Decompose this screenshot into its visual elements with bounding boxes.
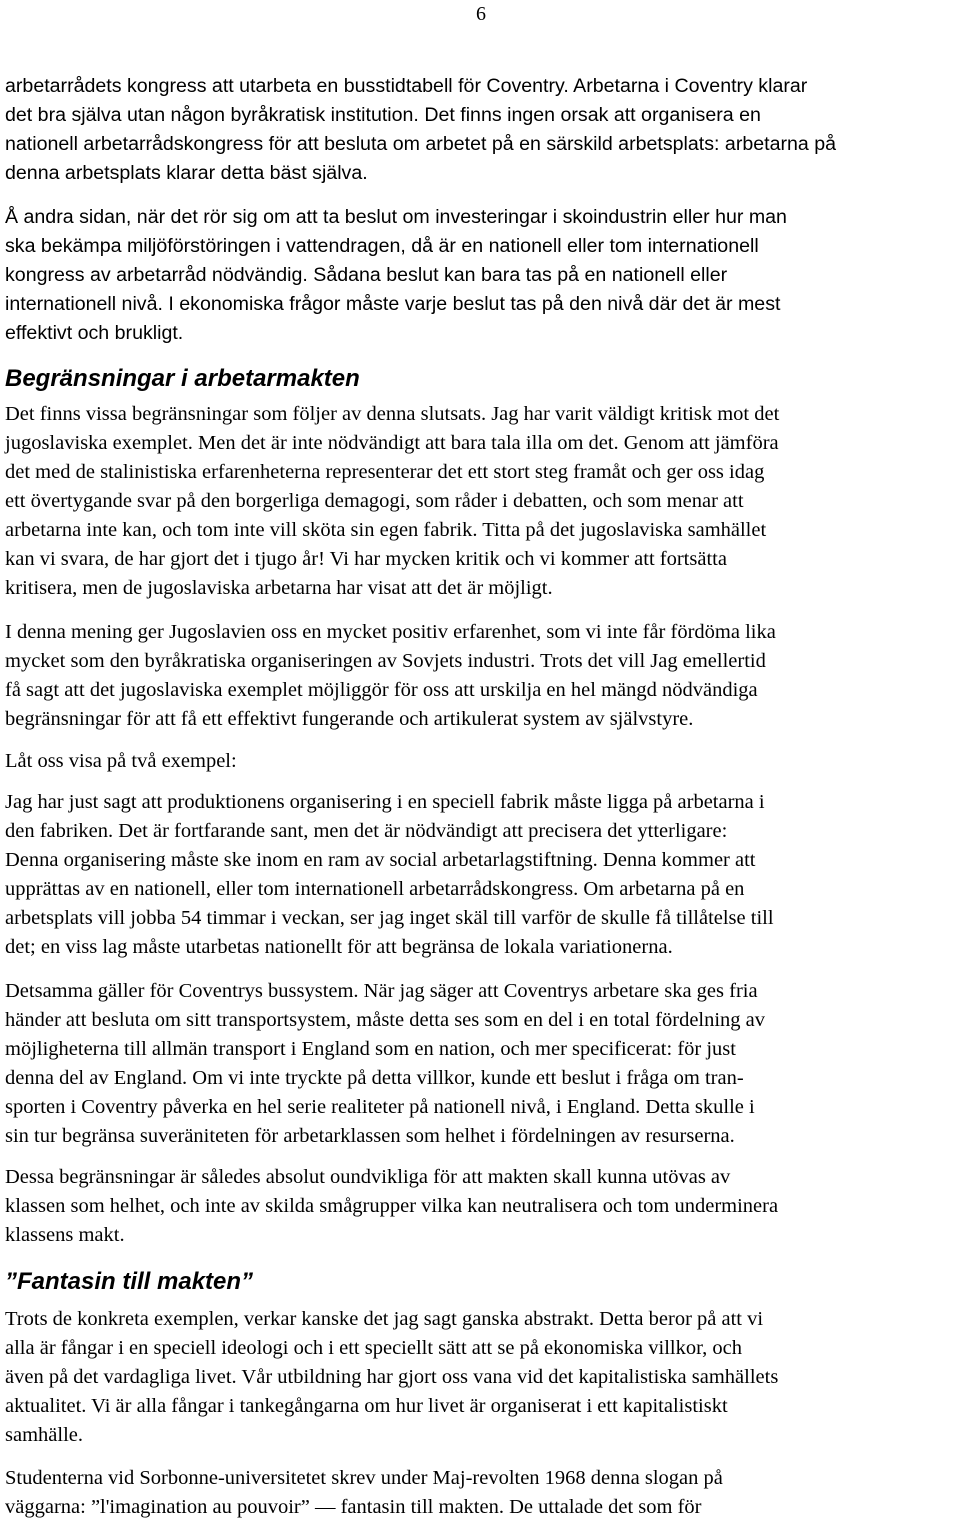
paragraph-yugoslav-example: Det finns vissa begränsningar som följer av denna slutsats. Jag har varit väldigt kritisk mot det jugoslaviska exemplet. Men det är inte nödvändigt att bara tala illa om det. Genom att jämföra det med de stalinistiska erfarenheterna representerar det ett stort steg framåt och ger oss idag ett övertygande svar på den borgerliga demagogi, som råder i debatten, och som menar att arbetarna inte kan, och tom inte vill sköta sin egen fabrik. Titta på det jugoslaviska samhället kan vi svara, de har gjort det i tjugo år! Vi har mycken kritik och vi kommer att fortsätta kritisera, men de jugoslaviska arbetarna har visat att det är möjligt. xyxy=(5,403,780,599)
heading-imagination: ”Fantasin till makten” xyxy=(5,1268,254,1295)
paragraph-coventry-bus: Detsamma gäller för Coventrys bussystem. När jag säger att Coventrys arbetare ska ges fria händer att besluta om sitt transportsystem, måste detta ses som en del i en total fördelning av möjligheterna till allmän transport i England som en nation, och mer specificerat: för just denna del av England. Om vi inte tryckte på detta villkor, kunde ett beslut i fråga om tran- sporten i Coventry påverka en hel serie realiteter på nationell nivå, i England. Detta skulle i sin tur begränsa suveräniteten för arbetarklassen som helhet i fördelningen av resurserna. xyxy=(5,980,766,1147)
paragraph-positive-experience: I denna mening ger Jugoslavien oss en mycket positiv erfarenhet, som vi inte får fördöma lika mycket som den byråkratiska organiseringen av Sovjets industri. Trots det vill Jag emellertid få sagt att det jugoslaviska exemplet möjliggör för oss att urskilja en hel mängd nödvändiga begränsningar för att få ett effektivt fungerande och artikulerat system av självstyre. xyxy=(5,621,776,730)
paragraph-two-examples: Låt oss visa på två exempel: xyxy=(5,750,237,772)
heading-limitations: Begränsningar i arbetarmakten xyxy=(5,365,360,392)
paragraph-production-organisation: Jag har just sagt att produktionens organisering i en speciell fabrik måste ligga på arbetarna i den fabriken. Det är fortfarande sant, men det är nödvändigt att precisera det ytterligare: Denna organisering måste ske inom en ram av social arbetarlagstiftning. Denna kommer att upprättas av en nationell, eller tom internationell arbetarrådskongress. Om arbetarna på en arbetsplats vill jobba 54 timmar i veckan, ser jag inget skäl till varför de skulle få tillåtelse till det; en viss lag måste utarbetas nationellt för att begränsa de lokala variationerna. xyxy=(5,791,774,958)
paragraph-national-congress: Å andra sidan, när det rör sig om att ta beslut om investeringar i skoindustrin eller hur man ska bekämpa miljöförstöringen i vattendragen, då är en nationell eller tom internationell kongress av arbetarråd nödvändig. Sådana beslut kan bara tas på en nationell eller internationell nivå. I ekonomiska frågor måste varje beslut tas på den nivå där det är mest effektivt och brukligt. xyxy=(5,206,787,344)
paragraph-bus-timetable: arbetarrådets kongress att utarbeta en busstidtabell för Coventry. Arbetarna i Coventry klarar det bra själva utan någon byråkratisk institution. Det finns ingen orsak att organisera en nationell arbetarrådskongress för att besluta om arbetet på en särskild arbetsplats: arbetarna på denna arbetsplats klarar detta bäst själva. xyxy=(5,75,837,184)
page-number: 6 xyxy=(476,3,486,25)
paragraph-abstract-ideology: Trots de konkreta exemplen, verkar kanske det jag sagt ganska abstrakt. Detta beror på att vi alla är fångar i en speciell ideologi och i ett speciellt sätt att se på ekonomiska villkor, och även på det vardagliga livet. Vår utbildning har gjort oss vana vid det kapitalistiska samhällets aktualitet. Vi är alla fångar i tankegångarna om hur livet är organiserat i ett kapitalistiskt samhälle. xyxy=(5,1308,779,1446)
paragraph-unavoidable-limits: Dessa begränsningar är således absolut oundvikliga för att makten skall kunna utövas av klassen som helhet, och inte av skilda smågrupper vilka kan neutralisera och tom underminera klassens makt. xyxy=(5,1166,779,1246)
paragraph-sorbonne-slogan: Studenterna vid Sorbonne-universitetet skrev under Maj-revolten 1968 denna slogan på väggarna: ”l'imagination au pouvoir” — fantasin till makten. De uttalade det som för xyxy=(5,1467,723,1518)
